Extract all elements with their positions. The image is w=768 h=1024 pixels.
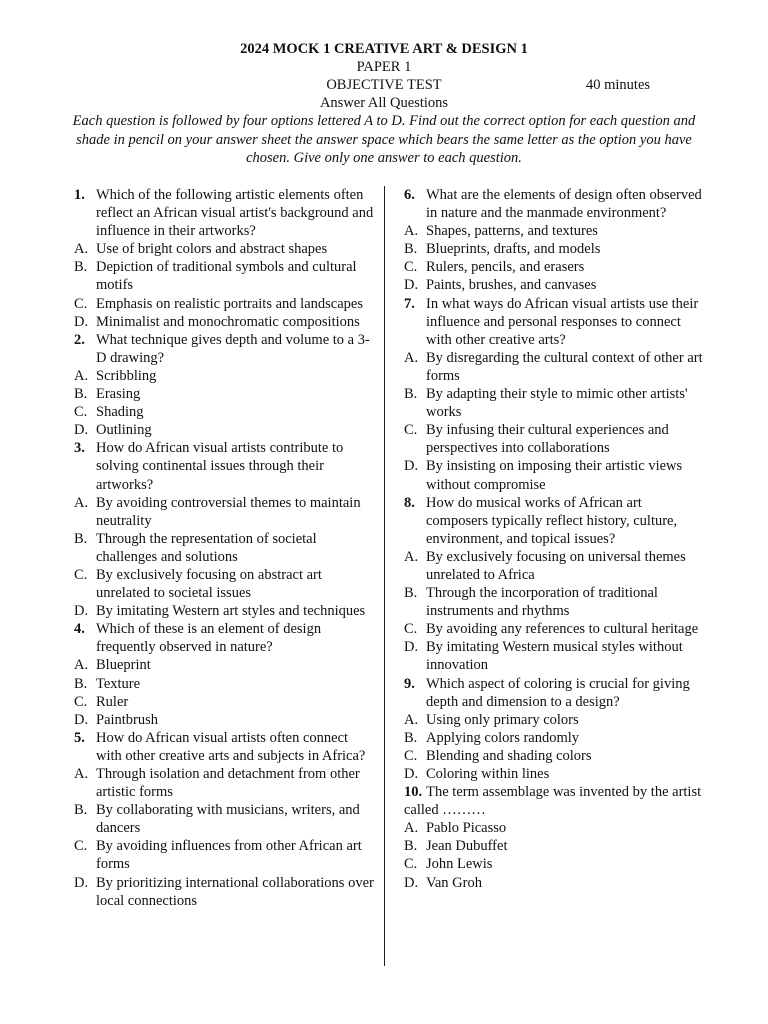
option-item bbox=[404, 584, 704, 620]
question-text bbox=[404, 675, 704, 711]
option-letter: A. bbox=[404, 820, 419, 837]
question-text bbox=[404, 494, 704, 548]
question-stem: What are the elements of design often observed in nature and the manmade environment? bbox=[426, 187, 702, 222]
option-item bbox=[74, 566, 374, 602]
option-letter: C. bbox=[74, 295, 88, 312]
question-number: 1. bbox=[74, 187, 85, 203]
question-text bbox=[74, 186, 374, 240]
option-text: Using only primary colors bbox=[426, 711, 579, 728]
option-item bbox=[404, 711, 704, 729]
option-text: Paintbrush bbox=[96, 711, 159, 728]
option-item bbox=[74, 837, 374, 873]
option-item bbox=[74, 711, 374, 729]
option-item bbox=[404, 620, 704, 638]
option-letter: D. bbox=[404, 766, 419, 782]
question-block bbox=[404, 295, 704, 494]
answer-all-note: Answer All Questions bbox=[319, 95, 449, 111]
option-letter: D. bbox=[74, 422, 89, 439]
test-type: OBJECTIVE TEST bbox=[326, 77, 442, 93]
option-text: By imitating Western musical styles without innovation bbox=[426, 639, 683, 674]
option-text: By exclusively focusing on abstract art unrelated to societal issues bbox=[96, 566, 322, 602]
column-divider bbox=[384, 186, 385, 966]
option-item bbox=[404, 276, 704, 294]
option-text: By avoiding any references to cultural heritage bbox=[426, 621, 699, 638]
option-letter: A. bbox=[404, 349, 419, 366]
option-item bbox=[404, 240, 704, 258]
question-text bbox=[404, 186, 704, 222]
paper-label: PAPER 1 bbox=[356, 59, 412, 75]
option-letter: C. bbox=[74, 404, 88, 421]
option-item bbox=[404, 638, 704, 674]
question-stem: In what ways do African visual artists use their influence and personal responses to connect with other creative arts? bbox=[426, 295, 699, 348]
option-text: By exclusively focusing on universal themes unrelated to Africa bbox=[426, 548, 686, 583]
option-item bbox=[74, 295, 374, 313]
question-number: 8. bbox=[404, 494, 415, 511]
option-text: By imitating Western art styles and techniques bbox=[96, 603, 366, 620]
option-letter: A. bbox=[74, 367, 89, 384]
option-letter: A. bbox=[74, 494, 89, 511]
option-letter: A. bbox=[74, 766, 89, 782]
option-item bbox=[74, 385, 374, 403]
question-stem: The term assemblage was invented by the artist called ……… bbox=[404, 784, 702, 819]
option-text: Blueprint bbox=[96, 657, 151, 674]
option-item bbox=[74, 656, 374, 674]
option-text: Applying colors randomly bbox=[426, 729, 580, 746]
option-letter: A. bbox=[404, 548, 419, 565]
question-block bbox=[404, 186, 704, 295]
question-block bbox=[74, 620, 374, 729]
option-text: Shading bbox=[96, 404, 144, 421]
question-number: 5. bbox=[74, 729, 85, 746]
option-item bbox=[404, 747, 704, 765]
option-item bbox=[74, 313, 374, 331]
option-letter: B. bbox=[404, 241, 418, 258]
option-item bbox=[404, 765, 704, 783]
option-item bbox=[404, 222, 704, 240]
question-stem: Which of the following artistic elements often reflect an African visual artist's background and influence in their artworks? bbox=[96, 187, 374, 240]
option-letter: D. bbox=[74, 874, 89, 891]
option-letter: C. bbox=[404, 259, 418, 276]
question-text bbox=[74, 729, 374, 765]
option-item bbox=[404, 837, 704, 855]
question-block bbox=[74, 186, 374, 331]
option-item bbox=[74, 403, 374, 421]
option-letter: D. bbox=[404, 874, 419, 891]
option-letter: A. bbox=[74, 241, 89, 258]
option-text: By avoiding controversial themes to maintain neutrality bbox=[96, 494, 361, 529]
option-item bbox=[74, 675, 374, 693]
option-text: Scribbling bbox=[96, 367, 157, 384]
option-text: By infusing their cultural experiences and perspectives into collaborations bbox=[426, 422, 669, 457]
option-item bbox=[74, 494, 374, 530]
option-letter: A. bbox=[74, 657, 89, 674]
option-letter: B. bbox=[404, 729, 418, 746]
option-item bbox=[74, 801, 374, 837]
option-text: Use of bright colors and abstract shapes bbox=[96, 241, 328, 258]
question-block bbox=[74, 439, 374, 620]
question-stem: What technique gives depth and volume to a 3-D drawing? bbox=[96, 331, 370, 366]
question-number: 3. bbox=[74, 440, 85, 457]
exam-title: 2024 MOCK 1 CREATIVE ART & DESIGN 1 bbox=[240, 41, 528, 57]
question-stem: How do African visual artists contribute to solving continental issues through their artworks? bbox=[96, 440, 344, 493]
option-letter: D. bbox=[74, 313, 89, 330]
question-text bbox=[74, 439, 374, 493]
option-text: By disregarding the cultural context of other art forms bbox=[426, 349, 703, 384]
question-text bbox=[74, 620, 374, 656]
option-text: By insisting on imposing their artistic views without compromise bbox=[426, 458, 683, 493]
option-letter: C. bbox=[404, 422, 418, 439]
option-letter: C. bbox=[74, 566, 88, 583]
option-text: By collaborating with musicians, writers, and dancers bbox=[96, 802, 360, 837]
exam-header bbox=[0, 40, 768, 168]
option-text: Blueprints, drafts, and models bbox=[426, 241, 601, 258]
option-item bbox=[404, 855, 704, 873]
question-block bbox=[74, 331, 374, 440]
option-item bbox=[74, 421, 374, 439]
option-item bbox=[404, 548, 704, 584]
question-number: 7. bbox=[404, 295, 415, 312]
option-item bbox=[74, 240, 374, 258]
option-letter: B. bbox=[74, 530, 88, 547]
option-letter: C. bbox=[74, 693, 88, 710]
option-text: Texture bbox=[96, 675, 141, 692]
option-letter: A. bbox=[404, 711, 419, 728]
question-number: 4. bbox=[74, 621, 85, 638]
question-stem: How do African visual artists often connect with other creative arts and subjects in Africa? bbox=[96, 729, 366, 764]
option-text: Through the representation of societal challenges and solutions bbox=[96, 530, 317, 565]
option-text: Ruler bbox=[96, 693, 129, 710]
option-item bbox=[74, 874, 374, 910]
option-item bbox=[74, 602, 374, 620]
option-text: Rulers, pencils, and erasers bbox=[426, 259, 585, 276]
option-letter: B. bbox=[74, 675, 88, 692]
question-number: 9. bbox=[404, 675, 415, 692]
option-item bbox=[404, 819, 704, 837]
option-text: Pablo Picasso bbox=[426, 820, 507, 837]
option-letter: C. bbox=[404, 856, 418, 873]
option-item bbox=[74, 765, 374, 801]
option-text: Through isolation and detachment from other artistic forms bbox=[96, 766, 360, 801]
option-letter: D. bbox=[74, 603, 89, 620]
right-column bbox=[404, 186, 704, 892]
option-text: Shapes, patterns, and textures bbox=[426, 223, 598, 240]
question-number: 2. bbox=[74, 331, 85, 348]
question-number: 6. bbox=[404, 187, 415, 203]
question-block bbox=[404, 675, 704, 784]
option-text: Jean Dubuffet bbox=[426, 838, 508, 855]
option-item bbox=[74, 530, 374, 566]
question-block bbox=[404, 494, 704, 675]
option-item bbox=[404, 421, 704, 457]
option-text: By adapting their style to mimic other artists' works bbox=[426, 386, 688, 421]
question-stem: How do musical works of African art composers typically reflect history, culture, environment, and topical issues? bbox=[426, 494, 678, 547]
option-text: John Lewis bbox=[426, 856, 493, 873]
option-text: Paints, brushes, and canvases bbox=[426, 277, 597, 294]
option-item bbox=[74, 367, 374, 385]
question-block bbox=[74, 729, 374, 910]
question-stem: Which aspect of coloring is crucial for giving depth and dimension to a design? bbox=[426, 675, 690, 710]
question-block bbox=[404, 783, 704, 892]
instructions: Each question is followed by four options lettered A to D. Find out the correct option for each question and shade in pencil on your answer sheet the answer space which bears the same letter as the option you have chosen. Give only one answer to each question. bbox=[72, 113, 696, 166]
question-stem: Which of these is an element of design frequently observed in nature? bbox=[96, 621, 322, 656]
option-item bbox=[404, 729, 704, 747]
option-text: Depiction of traditional symbols and cultural motifs bbox=[96, 259, 357, 294]
option-item bbox=[404, 874, 704, 892]
question-text bbox=[74, 331, 374, 367]
option-text: By avoiding influences from other African art forms bbox=[96, 838, 362, 873]
question-number: 10. bbox=[404, 784, 423, 801]
option-item bbox=[404, 258, 704, 276]
option-text: Minimalist and monochromatic compositions bbox=[96, 313, 360, 330]
option-letter: C. bbox=[404, 747, 418, 764]
option-item bbox=[74, 693, 374, 711]
option-text: Erasing bbox=[96, 386, 141, 403]
option-letter: D. bbox=[404, 639, 419, 656]
option-letter: B. bbox=[74, 386, 88, 403]
question-text bbox=[404, 783, 704, 819]
question-text bbox=[404, 295, 704, 349]
option-letter: B. bbox=[74, 802, 88, 819]
option-letter: D. bbox=[404, 458, 419, 475]
option-letter: C. bbox=[404, 621, 418, 638]
option-letter: B. bbox=[404, 838, 418, 855]
option-text: Outlining bbox=[96, 422, 152, 439]
option-text: Emphasis on realistic portraits and landscapes bbox=[96, 295, 363, 312]
duration: 40 minutes bbox=[586, 77, 651, 93]
option-item bbox=[404, 385, 704, 421]
option-letter: B. bbox=[404, 386, 418, 403]
option-text: Coloring within lines bbox=[426, 766, 550, 782]
option-item bbox=[404, 457, 704, 493]
option-item bbox=[74, 258, 374, 294]
option-text: Blending and shading colors bbox=[426, 747, 592, 764]
option-letter: D. bbox=[404, 277, 419, 294]
option-letter: D. bbox=[74, 711, 89, 728]
option-letter: B. bbox=[74, 259, 88, 276]
option-letter: A. bbox=[404, 223, 419, 240]
option-text: Through the incorporation of traditional instruments and rhythms bbox=[426, 585, 658, 620]
option-item bbox=[404, 349, 704, 385]
left-column bbox=[74, 186, 374, 910]
option-letter: B. bbox=[404, 585, 418, 602]
option-letter: C. bbox=[74, 838, 88, 855]
option-text: By prioritizing international collaborations over local connections bbox=[96, 874, 374, 909]
option-text: Van Groh bbox=[426, 874, 482, 891]
